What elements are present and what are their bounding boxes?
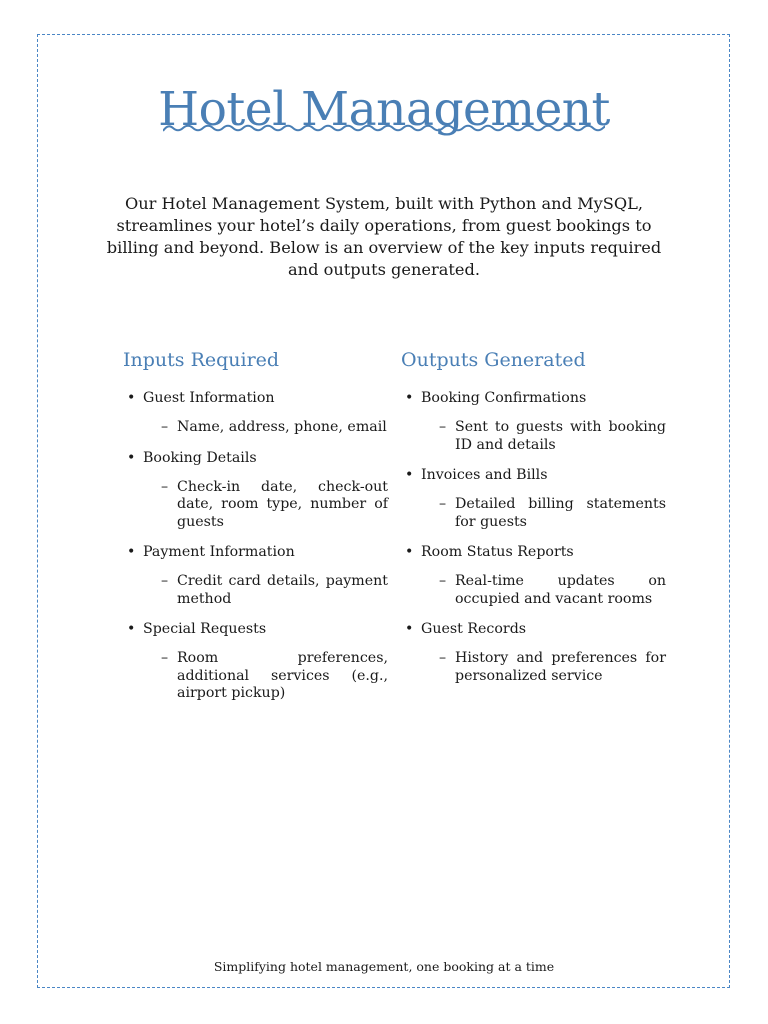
page-title: Hotel Management xyxy=(158,82,610,137)
title-wave-underline xyxy=(163,120,605,136)
dash-icon: – xyxy=(439,650,447,666)
bullet-icon: • xyxy=(405,390,414,406)
dash-icon: – xyxy=(439,573,447,589)
item-label: Booking Details xyxy=(143,449,257,466)
item-label: Special Requests xyxy=(143,621,267,637)
item-label: Guest Information xyxy=(143,390,275,406)
item-detail xyxy=(401,650,666,685)
list-item xyxy=(123,449,388,532)
item-detail xyxy=(401,573,666,608)
dash-icon: – xyxy=(161,478,169,495)
dash-icon: – xyxy=(439,419,447,435)
intro-paragraph: Our Hotel Management System, built with Python and MySQL, streamlines your hotel’s daily operations, from guest bookings to billing and beyond. Below is an overview of the key inputs required and outputs generated. xyxy=(106,194,662,279)
item-label: Room Status Reports xyxy=(421,544,574,560)
bullet-icon: • xyxy=(127,544,136,560)
item-detail-text: Detailed billing statements for guests xyxy=(455,496,666,530)
bullet-icon: • xyxy=(127,449,136,466)
inputs-column xyxy=(123,346,388,715)
bullet-icon: • xyxy=(405,544,414,560)
outputs-column xyxy=(401,346,666,697)
item-detail xyxy=(123,573,388,608)
footer-tagline: Simplifying hotel management, one booking at a time xyxy=(213,959,555,974)
item-detail xyxy=(401,496,666,531)
item-detail-text: History and preferences for personalized service xyxy=(455,650,666,684)
dash-icon: – xyxy=(439,496,447,512)
item-detail-text: Room preferences, additional services (e.g., airport pickup) xyxy=(177,650,388,701)
bullet-icon: • xyxy=(127,621,136,637)
inputs-heading: Inputs Required xyxy=(123,349,280,371)
list-item xyxy=(123,389,388,437)
item-detail-text: Credit card details, payment method xyxy=(177,573,388,607)
list-item xyxy=(401,466,666,531)
item-detail-text: Real-time updates on occupied and vacant rooms xyxy=(455,573,666,607)
item-detail-text: Check-in date, check-out date, room type, number of guests xyxy=(177,478,388,530)
list-item xyxy=(123,620,388,703)
item-label: Guest Records xyxy=(421,621,527,637)
bullet-icon: • xyxy=(127,390,136,406)
item-detail-text: Sent to guests with booking ID and details xyxy=(455,419,666,453)
item-detail xyxy=(123,479,388,532)
dash-icon: – xyxy=(161,419,169,435)
item-detail xyxy=(123,650,388,703)
item-detail-text: Name, address, phone, email xyxy=(177,419,387,435)
item-label: Invoices and Bills xyxy=(421,467,548,483)
item-label: Booking Confirmations xyxy=(421,390,587,406)
item-label: Payment Information xyxy=(143,544,295,560)
list-item xyxy=(123,543,388,608)
bullet-icon: • xyxy=(405,467,414,483)
bullet-icon: • xyxy=(405,621,414,637)
item-detail xyxy=(123,419,388,437)
list-item xyxy=(401,620,666,685)
list-item xyxy=(401,389,666,454)
item-detail xyxy=(401,419,666,454)
list-item xyxy=(401,543,666,608)
dash-icon: – xyxy=(161,573,169,589)
outputs-heading: Outputs Generated xyxy=(401,349,586,371)
dash-icon: – xyxy=(161,650,169,666)
